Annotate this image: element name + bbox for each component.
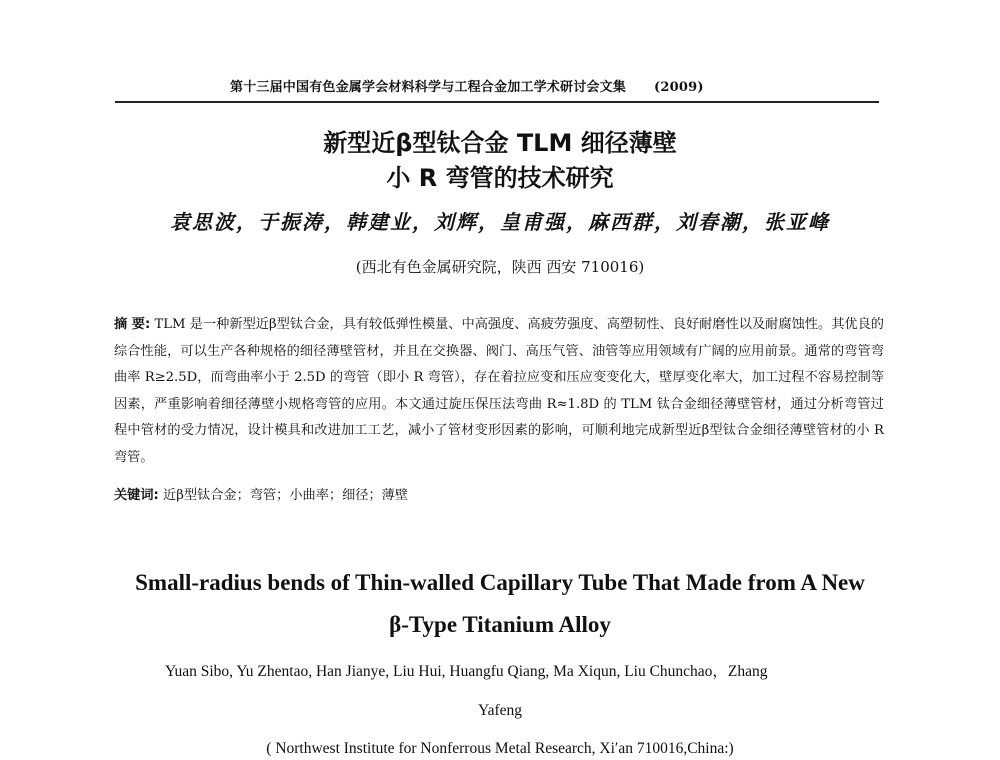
running-header-title: 第十三届中国有色金属学会材料科学与工程合金加工学术研讨会文集 bbox=[230, 80, 627, 95]
abstract-text: TLM 是一种新型近β型钛合金，具有较低弹性模量、中高强度、高疲劳强度、高塑韧性、良好耐磨性以及耐腐蚀性。其优良的综合性能，可以生产各种规格的细径薄壁管材，并且在交换器、阀门、高压气管、油管等应用领域有广阔的应用前景。通常的弯管弯曲率 R≥2.5D，而弯曲率小于 2.5D 的弯管（即小 R 弯管），存在着拉应变和压应变变化大，壁厚变化率大，加工过程不容易控制等因素，严重影响着细径薄壁小规格弯管的应用。本文通过旋压保压法弯曲 R≈1.8D 的 TLM 钛合金细径薄壁管材，通过分析弯管过程中管材的受力情况，设计模具和改进加工工艺，减小了管材变形因素的影响，可顺利地完成新型近β型钛合金细径薄壁管材的小 R 弯管。 bbox=[114, 317, 884, 465]
english-authors-continued: Yafeng bbox=[477, 702, 523, 719]
english-title-line-2: β-Type Titanium Alloy bbox=[389, 612, 611, 637]
english-authors: Yuan Sibo, Yu Zhentao, Han Jianye, Liu Hui, Huangfu Qiang, Ma Xiqun, Liu Chunchao，Zhang bbox=[165, 663, 768, 680]
keywords-text: 近β型钛合金；弯管；小曲率；细径；薄壁 bbox=[158, 488, 409, 503]
chinese-authors: 袁思波，于振涛，韩建业，刘辉，皇甫强，麻西群，刘春潮，张亚峰 bbox=[170, 210, 830, 234]
running-header bbox=[230, 76, 704, 95]
abstract-label: 摘 要: bbox=[114, 317, 151, 332]
header-rule bbox=[115, 101, 879, 103]
english-title-line-1: Small-radius bends of Thin-walled Capillary Tube That Made from A New bbox=[135, 570, 865, 595]
chinese-title-line-1: 新型近β型钛合金 TLM 细径薄壁 bbox=[323, 129, 677, 157]
chinese-title-line-2: 小 R 弯管的技术研究 bbox=[386, 164, 614, 192]
chinese-keywords bbox=[114, 484, 408, 503]
keywords-label: 关键词: bbox=[114, 488, 159, 503]
running-header-year: (2009) bbox=[654, 80, 704, 95]
chinese-abstract bbox=[114, 312, 884, 471]
chinese-affiliation: (西北有色金属研究院，陕西 西安 710016) bbox=[355, 258, 645, 276]
english-affiliation: ( Northwest Institute for Nonferrous Metal Research, Xi′an 710016,China:) bbox=[266, 740, 734, 757]
